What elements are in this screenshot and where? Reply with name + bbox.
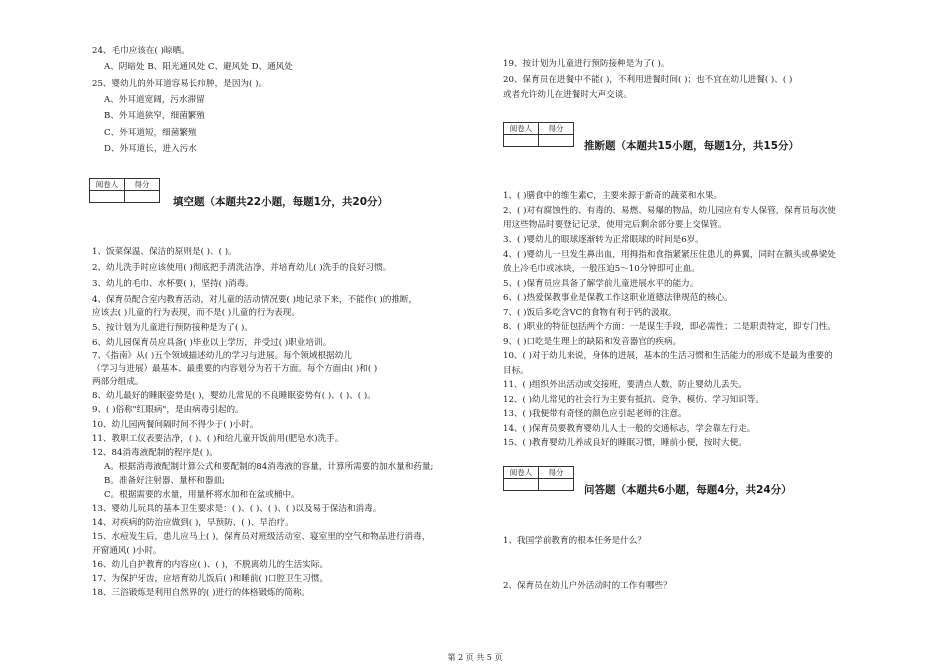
score-table-fill bbox=[89, 178, 160, 203]
question-25-option-b: B、外耳道狭窄，细菌繁殖 bbox=[104, 111, 205, 121]
judge-line: 8、( )职业的特征包括两个方面：一是谋生手段，即必需性；二是职责特定，即专门性。 bbox=[503, 322, 836, 332]
fill-line: 12、84消毒液配制的程序是( )。 bbox=[92, 448, 218, 458]
judge-line: 14、( )保育员要教育婴幼儿人士一般的交通标志，学会靠左行走。 bbox=[503, 424, 756, 434]
page-footer: 第 2 页 共 5 页 bbox=[447, 653, 503, 662]
reviewer-label: 阅卷人 bbox=[504, 467, 539, 479]
score-label: 得分 bbox=[539, 123, 574, 135]
fill-line: 应该去( )儿童的行为表现，而不是( )儿童的行为表现。 bbox=[92, 308, 300, 318]
score-cell bbox=[125, 191, 160, 203]
fill-line: 14、对疾病的防治应做到( )，早预防、( )、早治疗。 bbox=[92, 518, 294, 528]
question-25-option-d: D、外耳道长，进入污水 bbox=[104, 144, 197, 154]
fill-line: 10、幼儿园两餐间隔时间不得少于( )小时。 bbox=[92, 420, 259, 430]
fill-line: 2、幼儿洗手时应该使用( )彻底把手清洗洁净，并培育幼儿( )洗手的良好习惯。 bbox=[92, 263, 392, 273]
judge-line: 15、( )教育婴幼儿养成良好的睡眠习惯，睡前小便，按时大便。 bbox=[503, 438, 747, 448]
score-table-qa bbox=[503, 466, 574, 491]
section-title-fill: 填空题（本题共22小题，每题1分，共20分） bbox=[173, 196, 389, 208]
judge-line: 5、( )保育员应具备了解学前儿童进展水平的能力。 bbox=[503, 279, 699, 289]
fill-line: 16、幼儿自护教育的内容应( )、( )，不脱离幼儿的生活实际。 bbox=[92, 560, 329, 570]
fill-line: 8、幼儿最好的睡眠姿势是( )，婴幼儿常见的不良睡眠姿势有( )、( )、( )。 bbox=[92, 391, 376, 401]
question-24: 24、毛巾应该在( )晾晒。 bbox=[92, 46, 190, 56]
fill-line: 13、婴幼儿玩具的基本卫生要求是：( )、( )、( )、( )以及易于保洁和消毒。 bbox=[92, 504, 382, 514]
fill-line: 两部分组成。 bbox=[92, 377, 144, 387]
fill-line: 11、教职工仪表要洁净，( )、( )和给儿童开饭前用(肥皂水)洗手。 bbox=[92, 434, 344, 444]
question-24-options: A、阴暗处 B、阳光通风处 C、避风处 D、通风处 bbox=[104, 62, 293, 72]
judge-line: 4、( )婴幼儿一旦发生鼻出血，用拇指和食指紧紧压住患儿的鼻翼，同时在额头或鼻梁处 bbox=[503, 250, 836, 260]
question-25-option-c: C、外耳道短，细菌繁殖 bbox=[104, 128, 197, 138]
judge-line: 用这些物品时要登记记录，使用完后剩余部分要上交保管。 bbox=[503, 220, 727, 230]
fill-line: 3、幼儿的毛巾、水杯要( )，坚持( )消毒。 bbox=[92, 279, 254, 289]
question-20: 20、保育员在进餐中不能( )，不利用进餐时间( )；也不宜在幼儿进餐( )、( ) bbox=[503, 75, 793, 85]
judge-line: 11、( )组织外出活动或交接班，要清点人数，防止婴幼儿丢失。 bbox=[503, 380, 747, 390]
judge-line: 放上冷毛巾或冰块，一般压迫5～10分钟即可止血。 bbox=[503, 264, 700, 274]
question-25: 25、婴幼儿的外耳道容易长疖肿，是因为( )。 bbox=[92, 79, 268, 89]
fill-line: 4、保育员配合室内教育活动，对儿童的活动情况要( )地记录下来，不能作( )的推断， bbox=[92, 295, 418, 305]
qa-question-2: 2、保育员在幼儿户外活动时的工作有哪些？ bbox=[503, 581, 672, 591]
score-label: 得分 bbox=[125, 179, 160, 191]
qa-question-1: 1、我国学前教育的根本任务是什么？ bbox=[503, 536, 646, 546]
fill-line: 15、水痘发生后，患儿应马上( )，保育员对班级活动室、寝室里的空气和物品进行消毒， bbox=[92, 532, 431, 542]
question-19: 19、按计划为儿童进行预防接种是为了( )。 bbox=[503, 59, 670, 69]
reviewer-label: 阅卷人 bbox=[90, 179, 125, 191]
reviewer-label: 阅卷人 bbox=[504, 123, 539, 135]
judge-line: 目标。 bbox=[503, 366, 529, 376]
score-table-judge bbox=[503, 122, 574, 147]
question-20-cont: 或者允许幼儿在进餐时大声交谈。 bbox=[503, 90, 632, 100]
judge-line: 6、( )热爱保教事业是保教工作这职业道德法律规范的核心。 bbox=[503, 293, 733, 303]
judge-line: 13、( )我便带有奇怪的颜色应引起老师的注意。 bbox=[503, 409, 687, 419]
reviewer-cell bbox=[504, 135, 539, 147]
fill-line: 5、按计划为儿童进行预防接种是为了( )。 bbox=[92, 323, 253, 333]
fill-line: 18、三浴锻炼是利用自然界的( )进行的体格锻炼的简称。 bbox=[92, 588, 311, 598]
fill-line: B。准备好注射器、量杯和器皿; bbox=[104, 476, 225, 486]
score-cell bbox=[539, 479, 574, 491]
fill-line: 7、《指南》从( )五个领域描述幼儿的学习与进展。每个领域根据幼儿 bbox=[92, 351, 352, 361]
judge-line: 2、( )对有腐蚀性的、有毒的、易燃、易爆的物品，幼儿园应有专人保管，保育员每次使 bbox=[503, 206, 836, 216]
fill-line: 1、饭菜保温、保洁的原则是( )、( )。 bbox=[92, 247, 237, 257]
judge-line: 9、( )口吃是生理上的缺陷和发音器官的疾病。 bbox=[503, 337, 682, 347]
judge-line: 3、( )婴幼儿的眼球逐渐转为正常眼球的时间是6岁。 bbox=[503, 235, 704, 245]
fill-line: A。根据消毒液配制计算公式和要配制的84消毒液的容量，计算所需要的加水量和药量; bbox=[104, 462, 434, 472]
reviewer-cell bbox=[504, 479, 539, 491]
score-label: 得分 bbox=[539, 467, 574, 479]
fill-line: C。根据需要的水量，用量杯将水加和在盆或桶中。 bbox=[104, 490, 300, 500]
judge-line: 12、( )幼儿常见的社会行为主要有抵抗、竞争、模仿、学习知识等。 bbox=[503, 395, 764, 405]
fill-line: 开窗通风( )小时。 bbox=[92, 546, 162, 556]
score-cell bbox=[539, 135, 574, 147]
judge-line: 7、( )饭后多吃含VC的食物有利于钙的汲取。 bbox=[503, 308, 677, 318]
fill-line: 17、为保护牙齿，应培育幼儿饭后( )和睡前( )口腔卫生习惯。 bbox=[92, 574, 329, 584]
fill-line: 9、( )俗称"红眼病"，是由病毒引起的。 bbox=[92, 405, 244, 415]
reviewer-cell bbox=[90, 191, 125, 203]
section-title-qa: 问答题（本题共6小题，每题4分，共24分） bbox=[584, 484, 792, 496]
judge-line: 1、( )膳食中的维生素C，主要来源于新奇的蔬菜和水果。 bbox=[503, 191, 723, 201]
section-title-judge: 推断题（本题共15小题，每题1分，共15分） bbox=[584, 140, 800, 152]
question-25-option-a: A、外耳道宽阔，污水滞留 bbox=[104, 95, 205, 105]
fill-line: 6、幼儿园保育员应具备( )毕业以上学历，并受过( )职业培训。 bbox=[92, 338, 332, 348]
judge-line: 10、( )对于幼儿来说，身体的进展，基本的生活习惯和生活能力的形成不是最为重要的 bbox=[503, 351, 833, 361]
fill-line: （学习与进展）最基本、最重要的内容划分为若干方面。每个方面由( )和( ) bbox=[92, 364, 378, 374]
